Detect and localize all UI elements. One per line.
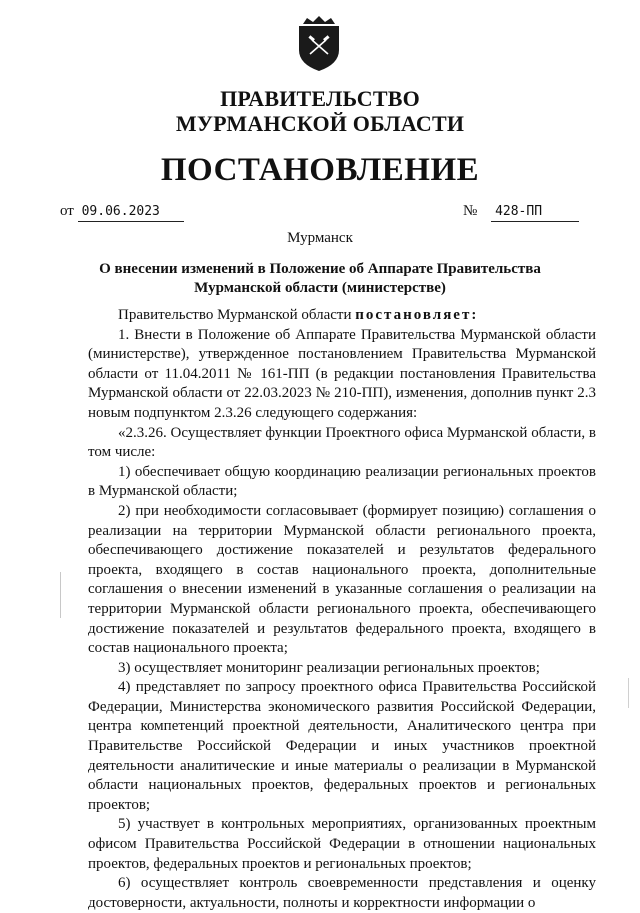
document-body bbox=[88, 306, 596, 913]
org-line-1: ПРАВИТЕЛЬСТВО bbox=[220, 86, 420, 111]
document-date-line bbox=[60, 202, 184, 222]
body-paragraph: 4) представляет по запросу проектного офиса Правительства Российской Федерации, Министерства экономического развития Российской Федерации, центра компетенций проектной деятельности, Аналитического центра при Правительстве Российской Федерации и иных участников проектной деятельности аналитические и иные материалы о реализации в Мурманской области национальных проектов, федеральных проектов и региональных проектов; bbox=[88, 679, 596, 813]
intro-text: Правительство Мурманской области bbox=[118, 307, 356, 323]
body-paragraph: 6) осуществляет контроль своевременности представления и оценку достоверности, актуальности, полноты и корректности информации о bbox=[88, 875, 596, 911]
body-paragraph: 1) обеспечивает общую координацию реализации региональных проектов в Мурманской области; bbox=[88, 463, 596, 500]
document-number: 428-ПП bbox=[491, 203, 579, 222]
document-type: ПОСТАНОВЛЕНИЕ bbox=[160, 152, 480, 188]
scan-artifact bbox=[628, 678, 629, 708]
decree-keyword: постановляет: bbox=[355, 307, 479, 323]
document-subject bbox=[80, 260, 560, 298]
number-prefix: № bbox=[463, 203, 478, 219]
scan-artifact bbox=[60, 572, 61, 618]
document-date: 09.06.2023 bbox=[78, 203, 184, 222]
body-paragraph: 2) при необходимости согласовывает (формирует позицию) соглашения о реализации на территории Мурманской области регионального проекта, обеспечивающего достижение показателей и результатов федерального проекта, входящего в состав национального проекта, дополнительные соглашения о внесении изменений в указанные соглашения о реализации на территории Мурманской области регионального проекта, обеспечивающего достижение показателей и результатов федерального проекта, входящего в состав национального проекта; bbox=[88, 502, 596, 657]
decree-intro bbox=[88, 306, 596, 326]
murmansk-region-coat-of-arms-icon bbox=[293, 16, 345, 72]
date-prefix: от bbox=[60, 203, 74, 219]
subject-line-2: Мурманской области (министерстве) bbox=[194, 280, 446, 296]
body-paragraph: 5) участвует в контрольных мероприятиях, организованных проектным офисом Правительства Российской Федерации в отношении национальных проектов, федеральных проектов и региональных проектов; bbox=[88, 816, 596, 872]
org-line-2: МУРМАНСКОЙ ОБЛАСТИ bbox=[175, 111, 465, 136]
organization-title bbox=[0, 86, 640, 136]
body-paragraph: 3) осуществляет мониторинг реализации региональных проектов; bbox=[118, 659, 540, 676]
subject-line-1: О внесении изменений в Положение об Аппарате Правительства bbox=[99, 261, 541, 277]
body-paragraph: 1. Внести в Положение об Аппарате Правительства Мурманской области (министерстве), утвержденное постановлением Правительства Мурманской области от 11.04.2011 № 161-ПП (в редакции постановления Правительства Мурманской области от 22.03.2023 № 210-ПП), изменения, дополнив пункт 2.3 новым подпунктом 2.3.26 следующего содержания: bbox=[88, 326, 596, 421]
document-city: Мурманск bbox=[287, 230, 353, 246]
document-number-line bbox=[463, 202, 579, 222]
body-paragraph: «2.3.26. Осуществляет функции Проектного офиса Мурманской области, в том числе: bbox=[88, 424, 596, 461]
